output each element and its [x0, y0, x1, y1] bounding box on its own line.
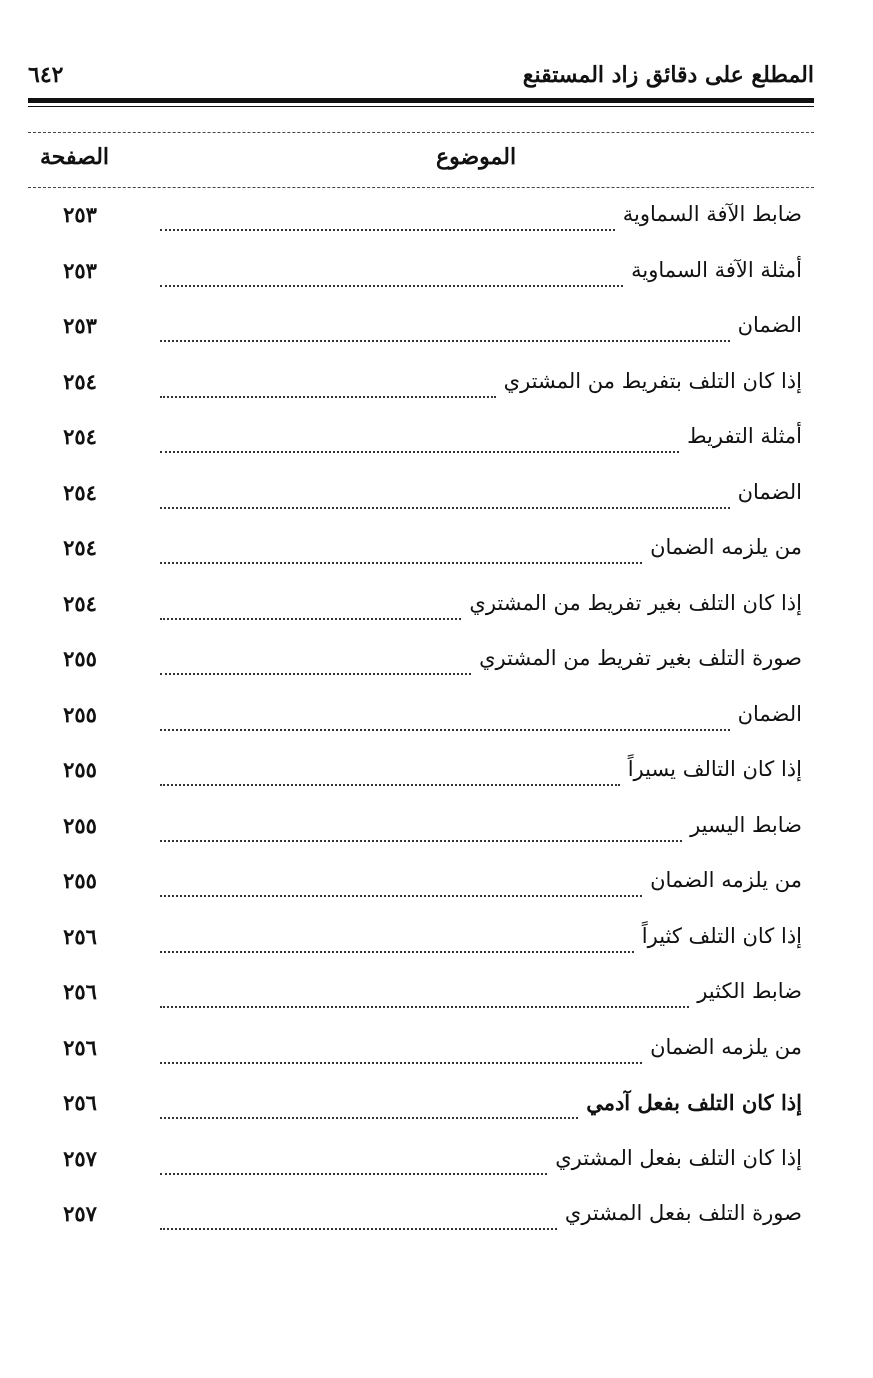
toc-entry — [40, 1140, 802, 1196]
toc-entry — [40, 1195, 802, 1251]
table-of-contents — [40, 196, 802, 1251]
leader-dots — [160, 840, 682, 842]
toc-entry-page: ٢٥٧ — [63, 1145, 97, 1171]
leader-dots — [160, 507, 730, 509]
leader-dots — [160, 1117, 578, 1119]
toc-entry — [40, 307, 802, 363]
leader-dots — [160, 1173, 547, 1175]
leader-dots — [160, 673, 471, 675]
toc-entry — [40, 474, 802, 530]
toc-entry — [40, 585, 802, 641]
toc-entry — [40, 252, 802, 308]
toc-entry — [40, 418, 802, 474]
page-number: ٦٤٢ — [28, 62, 64, 88]
toc-entry-title: إذا كان التلف بفعل آدمي — [578, 1090, 802, 1115]
topic-column-heading: الموضوع — [436, 144, 517, 170]
toc-entry — [40, 751, 802, 807]
toc-entry-page: ٢٥٣ — [63, 257, 97, 283]
toc-entry-page: ٢٥٣ — [63, 313, 97, 338]
leader-dots — [160, 1006, 689, 1008]
toc-entry-page: ٢٥٤ — [63, 590, 97, 616]
leader-dots — [160, 618, 461, 620]
toc-entry-title: ضابط الكثير — [689, 979, 802, 1003]
toc-entry-title: ضابط الآفة السماوية — [615, 202, 802, 226]
toc-entry-page: ٢٥٦ — [63, 979, 97, 1004]
leader-dots — [160, 729, 730, 731]
toc-entry-page: ٢٥٣ — [63, 202, 97, 227]
toc-entry-title: من يلزمه الضمان — [642, 535, 802, 559]
leader-dots — [160, 396, 496, 398]
toc-entry — [40, 807, 802, 863]
toc-entry-title: إذا كان التالف يسيراً — [620, 757, 802, 781]
toc-entry-title: الضمان — [730, 480, 802, 504]
toc-entry-title: إذا كان التلف بفعل المشتري — [547, 1146, 802, 1170]
leader-dots — [160, 1228, 557, 1230]
toc-entry — [40, 862, 802, 918]
toc-entry — [40, 640, 802, 696]
toc-entry-page: ٢٥٥ — [63, 701, 97, 727]
toc-entry-title: من يلزمه الضمان — [642, 1035, 802, 1059]
leader-dots — [160, 451, 679, 453]
toc-entry-page: ٢٥٧ — [63, 1201, 97, 1226]
running-header-title: المطلع على دقائق زاد المستقنع — [522, 62, 814, 88]
header-rule — [28, 98, 814, 103]
leader-dots — [160, 784, 620, 786]
toc-entry-title: إذا كان التلف كثيراً — [634, 924, 802, 948]
toc-entry-page: ٢٥٦ — [63, 923, 97, 949]
toc-entry-page: ٢٥٦ — [63, 1090, 97, 1115]
toc-entry-title: من يلزمه الضمان — [642, 868, 802, 892]
toc-entry-title: الضمان — [730, 702, 802, 726]
toc-entry — [40, 529, 802, 585]
leader-dots — [160, 895, 642, 897]
toc-entry-title: صورة التلف بفعل المشتري — [557, 1201, 802, 1225]
toc-entry-title: الضمان — [730, 313, 802, 337]
toc-entry-title: أمثلة الآفة السماوية — [623, 258, 802, 282]
toc-entry-title: صورة التلف بغير تفريط من المشتري — [471, 646, 802, 670]
toc-entry-page: ٢٥٥ — [63, 868, 97, 893]
header-rule-thin — [28, 106, 814, 107]
toc-entry-page: ٢٥٥ — [63, 757, 97, 782]
column-header-top-rule — [28, 132, 814, 133]
toc-entry-page: ٢٥٤ — [63, 368, 97, 394]
toc-entry — [40, 196, 802, 252]
leader-dots — [160, 562, 642, 564]
toc-entry-page: ٢٥٤ — [63, 479, 97, 505]
leader-dots — [160, 340, 730, 342]
toc-entry — [40, 973, 802, 1029]
leader-dots — [160, 951, 634, 953]
toc-entry — [40, 363, 802, 419]
toc-entry-page: ٢٥٥ — [63, 646, 97, 671]
toc-entry-page: ٢٥٦ — [63, 1034, 97, 1060]
toc-entry-title: ضابط اليسير — [682, 813, 802, 837]
toc-entry — [40, 696, 802, 752]
toc-entry-title: إذا كان التلف بغير تفريط من المشتري — [461, 591, 802, 615]
column-header-bottom-rule — [28, 187, 814, 188]
toc-entry-title: إذا كان التلف بتفريط من المشتري — [496, 369, 802, 393]
toc-entry — [40, 1029, 802, 1085]
page-column-heading: الصفحة — [40, 144, 110, 170]
leader-dots — [160, 285, 623, 287]
toc-entry — [40, 1084, 802, 1140]
toc-entry-page: ٢٥٤ — [63, 535, 97, 560]
toc-entry — [40, 918, 802, 974]
leader-dots — [160, 229, 615, 231]
leader-dots — [160, 1062, 642, 1064]
toc-entry-page: ٢٥٥ — [63, 812, 97, 838]
toc-entry-page: ٢٥٤ — [63, 424, 97, 449]
toc-entry-title: أمثلة التفريط — [679, 424, 802, 448]
